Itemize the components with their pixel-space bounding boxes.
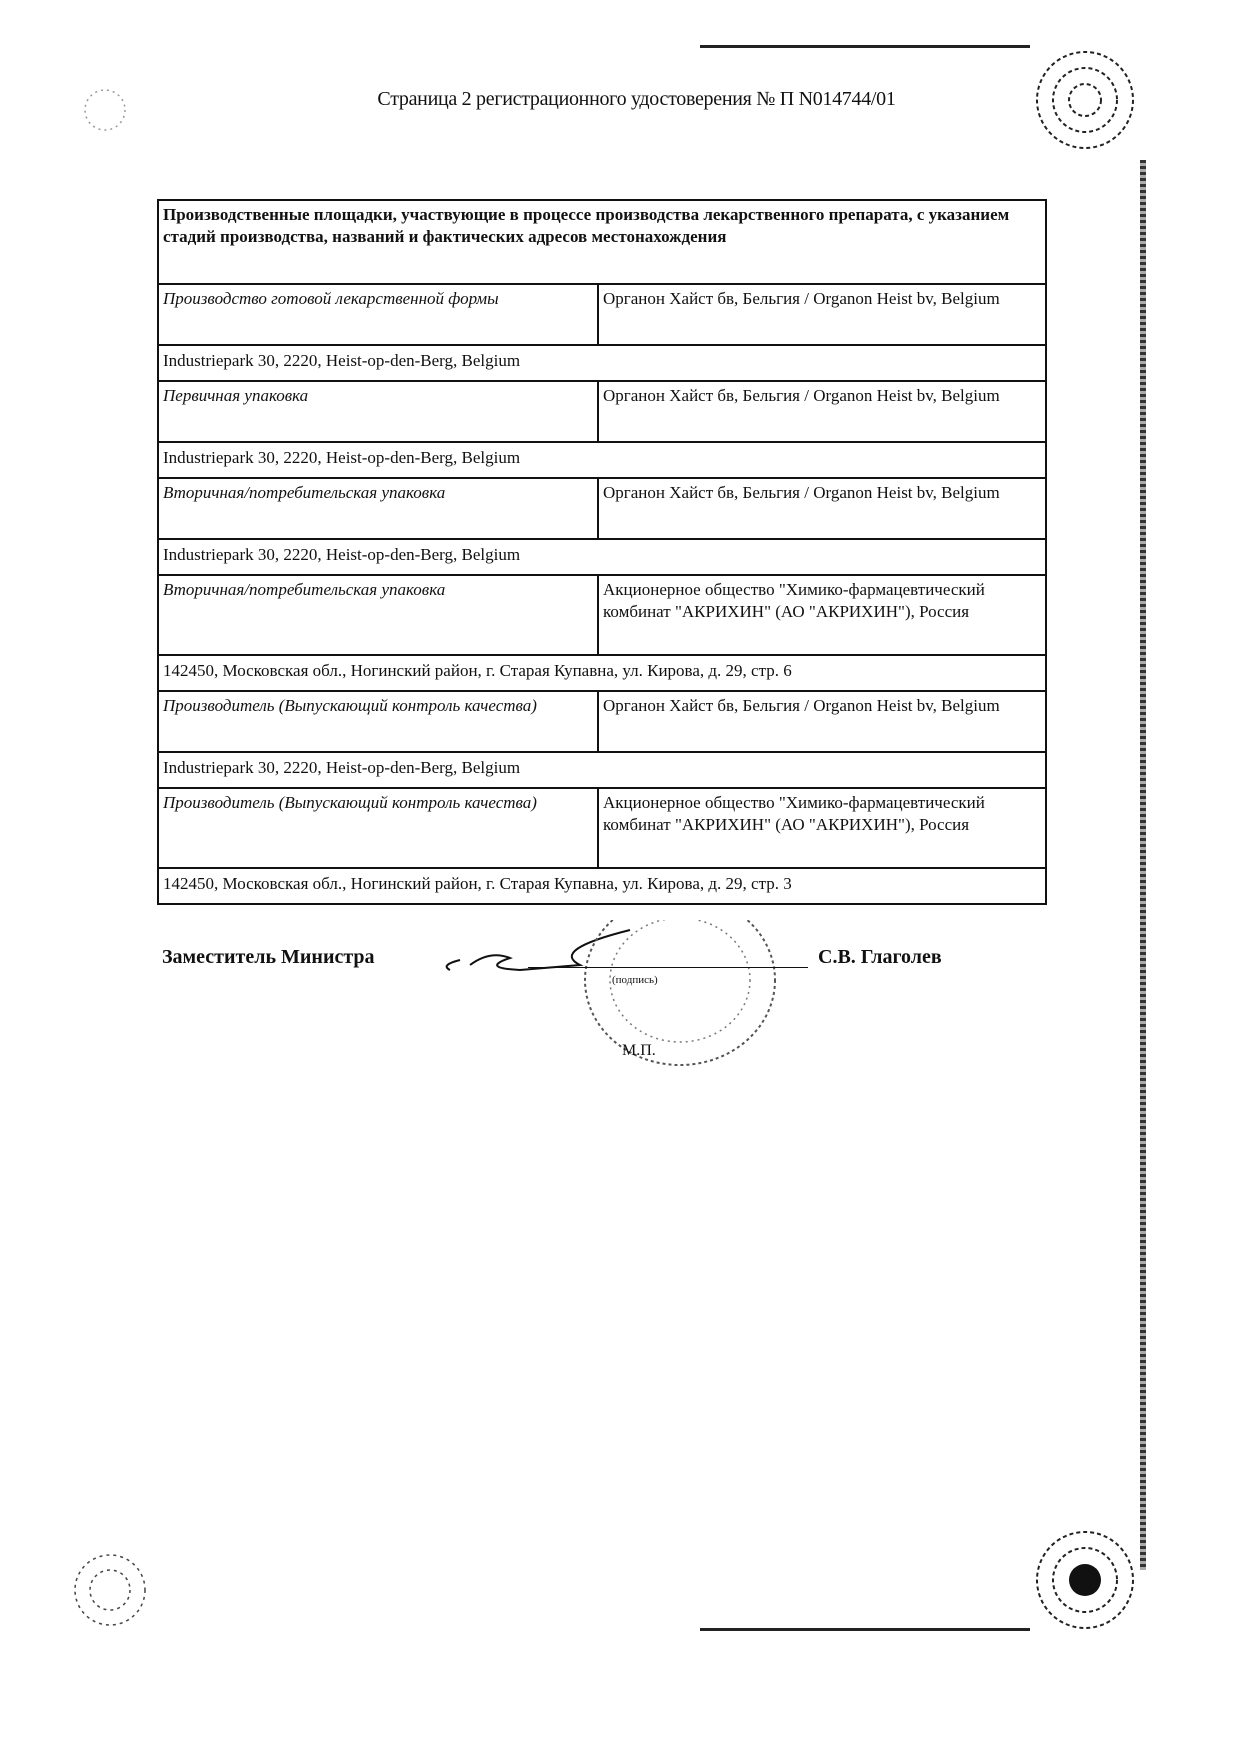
company-name: Акционерное общество "Химико-фармацевтический комбинат "АКРИХИН" (АО "АКРИХИН"), Россия: [598, 788, 1046, 868]
table-heading: Производственные площадки, участвующие в процессе производства лекарственного препарата, с указанием стадий производства, названий и фактических адресов местонахождения: [158, 200, 1046, 284]
decorative-line-bottom: [700, 1628, 1030, 1631]
company-name: Органон Хайст бв, Бельгия / Organon Heist bv, Belgium: [598, 478, 1046, 539]
rosette-ornament-bottom-right-icon: [1025, 1520, 1145, 1640]
decorative-border-right: [1140, 160, 1146, 1570]
signature-line: [528, 967, 808, 968]
stage-row: [158, 691, 1046, 752]
stage-name: Первичная упаковка: [158, 381, 598, 442]
signature-caption: (подпись): [612, 974, 658, 986]
site-address: Industriepark 30, 2220, Heist-op-den-Berg, Belgium: [158, 442, 1046, 478]
site-address: Industriepark 30, 2220, Heist-op-den-Berg, Belgium: [158, 345, 1046, 381]
stage-row: [158, 788, 1046, 868]
address-row: [158, 752, 1046, 788]
stage-row: [158, 284, 1046, 345]
stage-row: [158, 381, 1046, 442]
address-row: [158, 345, 1046, 381]
signature-and-seal: [430, 920, 830, 1100]
signer-position: Заместитель Министра: [162, 946, 375, 968]
stage-name: Вторичная/потребительская упаковка: [158, 478, 598, 539]
stage-name: Производитель (Выпускающий контроль качества): [158, 788, 598, 868]
page-title: Страница 2 регистрационного удостоверения № П N014744/01: [377, 88, 896, 110]
site-address: Industriepark 30, 2220, Heist-op-den-Berg, Belgium: [158, 539, 1046, 575]
signer-name: С.В. Глаголев: [818, 946, 942, 968]
stage-name: Вторичная/потребительская упаковка: [158, 575, 598, 655]
stage-name: Производство готовой лекарственной формы: [158, 284, 598, 345]
company-name: Органон Хайст бв, Бельгия / Organon Heist bv, Belgium: [598, 284, 1046, 345]
site-address: 142450, Московская обл., Ногинский район, г. Старая Купавна, ул. Кирова, д. 29, стр. 3: [158, 868, 1046, 904]
address-row: [158, 442, 1046, 478]
site-address: Industriepark 30, 2220, Heist-op-den-Berg, Belgium: [158, 752, 1046, 788]
address-row: [158, 539, 1046, 575]
seal-mark: М.П.: [622, 1042, 656, 1059]
stage-row: [158, 478, 1046, 539]
address-row: [158, 868, 1046, 904]
stage-row: [158, 575, 1046, 655]
address-row: [158, 655, 1046, 691]
decorative-line-top: [700, 45, 1030, 48]
stage-name: Производитель (Выпускающий контроль качества): [158, 691, 598, 752]
company-name: Органон Хайст бв, Бельгия / Organon Heist bv, Belgium: [598, 691, 1046, 752]
company-name: Акционерное общество "Химико-фармацевтический комбинат "АКРИХИН" (АО "АКРИХИН"), Россия: [598, 575, 1046, 655]
production-sites-table: [157, 199, 1047, 905]
ornament-bottom-left-icon: [65, 1545, 155, 1635]
site-address: 142450, Московская обл., Ногинский район, г. Старая Купавна, ул. Кирова, д. 29, стр. 6: [158, 655, 1046, 691]
company-name: Органон Хайст бв, Бельгия / Organon Heist bv, Belgium: [598, 381, 1046, 442]
